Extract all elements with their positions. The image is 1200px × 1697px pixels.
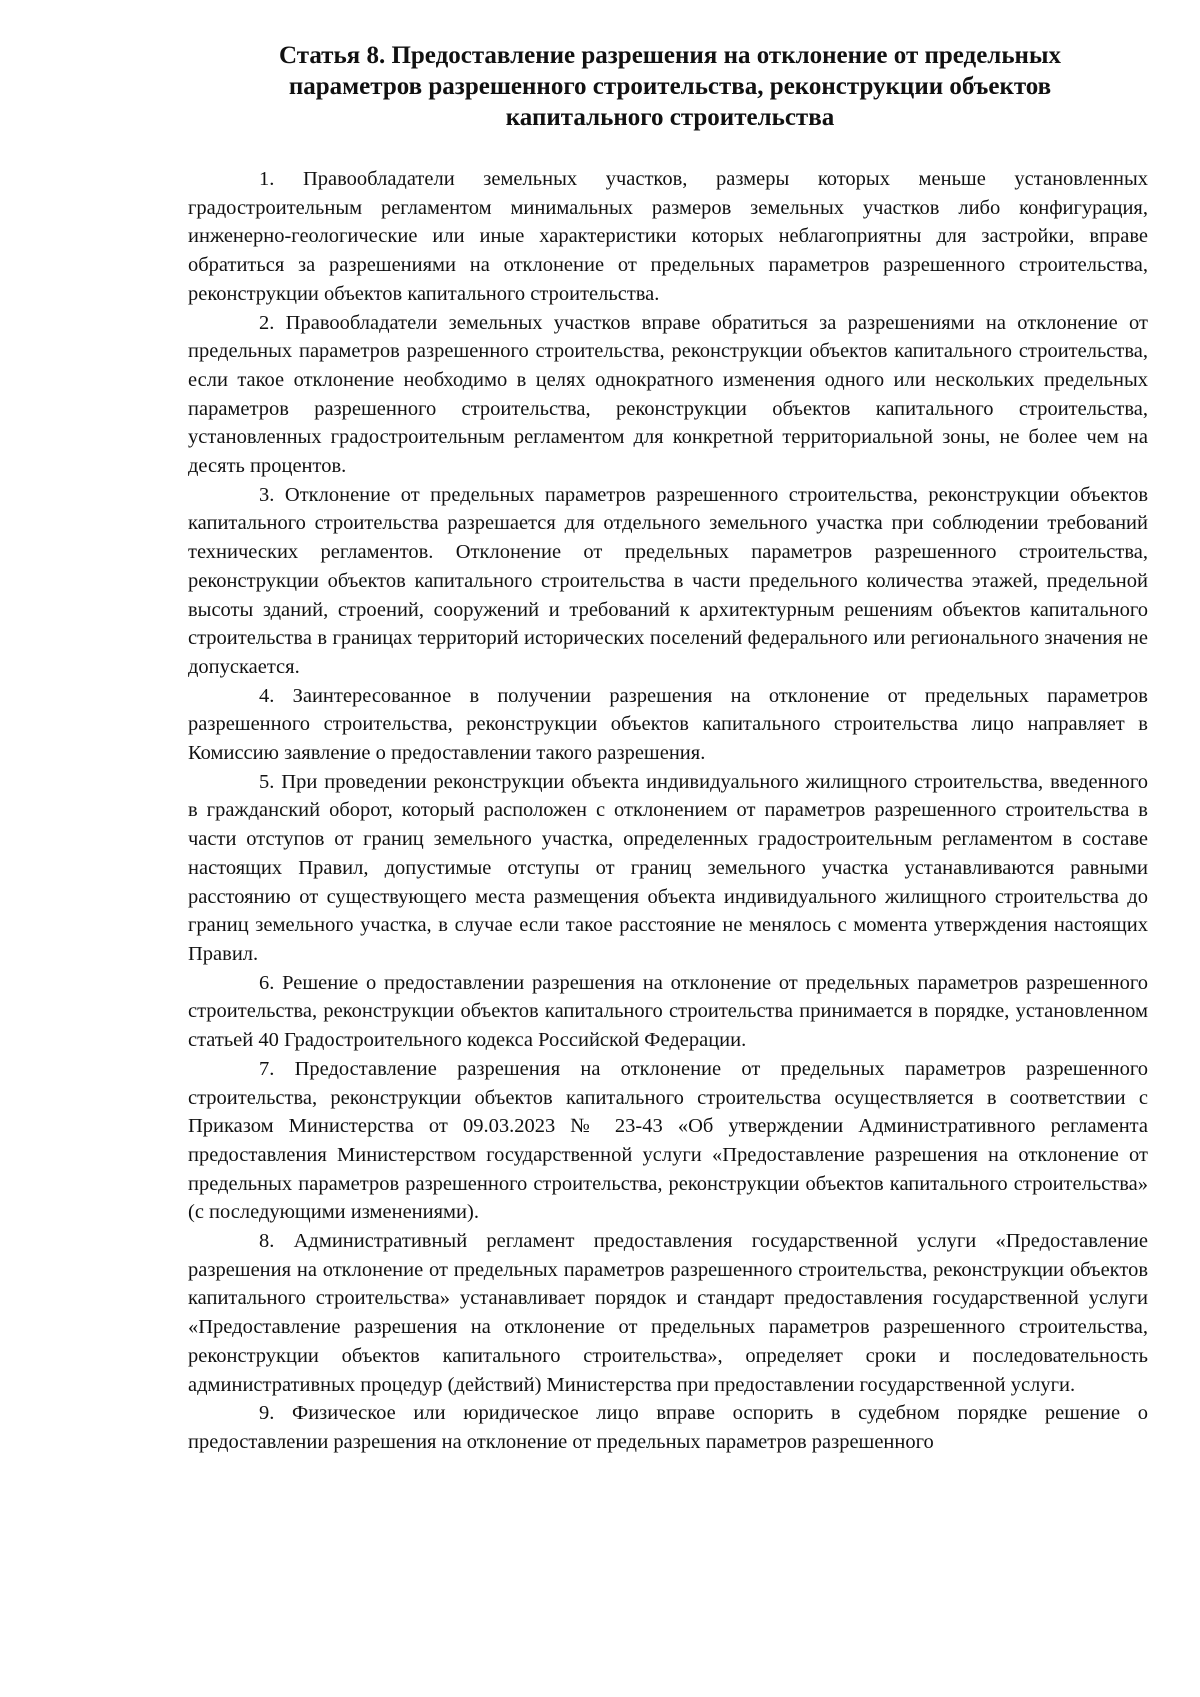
article-title-line: Статья 8. Предоставление разрешения на отклонение от предельных (279, 42, 1061, 69)
paragraph-1: 1. Правообладатели земельных участков, размеры которых меньше установленных градостроительным регламентом минимальных размеров земельных участков либо конфигурация, инженерно-геологические или иные характеристики которых неблагоприятны для застройки, вправе обратиться за разрешениями на отклонение от предельных параметров разрешенного строительства, реконструкции объектов капитального строительства. (188, 168, 1148, 305)
article-body (188, 165, 1148, 1457)
article-title-line: капитального строительства (505, 104, 835, 131)
paragraph-3: 3. Отклонение от предельных параметров разрешенного строительства, реконструкции объектов капитального строительства разрешается для отдельного земельного участка при соблюдении требований технических регламентов. Отклонение от предельных параметров разрешенного строительства, реконструкции объектов капитального строительства в части предельного количества этажей, предельной высоты зданий, строений, сооружений и требований к архитектурным решениям объектов капитального строительства в границах территорий исторических поселений федерального или регионального значения не допускается. (188, 483, 1148, 678)
paragraph-5: 5. При проведении реконструкции объекта индивидуального жилищного строительства, введенного в гражданский оборот, который расположен с отклонением от параметров разрешенного строительства в части отступов от границ земельного участка, определенных градостроительным регламентом в составе настоящих Правил, допустимые отступы от границ земельного участка устанавливаются равными расстоянию от существующего места размещения объекта индивидуального жилищного строительства до границ земельного участка, в случае если такое расстояние не менялось с момента утверждения настоящих Правил. (188, 770, 1148, 965)
paragraph-6: 6. Решение о предоставлении разрешения на отклонение от предельных параметров разрешенного строительства, реконструкции объектов капитального строительства принимается в порядке, установленном статьей 40 Градостроительного кодекса Российской Федерации. (188, 971, 1148, 1052)
paragraph-8: 8. Административный регламент предоставления государственной услуги «Предоставление разрешения на отклонение от предельных параметров разрешенного строительства, реконструкции объектов капитального строительства» устанавливает порядок и стандарт предоставления государственной услуги «Предоставление разрешения на отклонение от предельных параметров разрешенного строительства, реконструкции объектов капитального строительства», определяет сроки и последовательность административных процедур (действий) Министерства при предоставлении государственной услуги. (188, 1230, 1148, 1396)
paragraph-9: 9. Физическое или юридическое лицо вправе оспорить в судебном порядке решение о предоставлении разрешения на отклонение от предельных параметров разрешенного (188, 1402, 1148, 1453)
article-title-line: параметров разрешенного строительства, реконструкции объектов (288, 73, 1052, 100)
paragraph-2: 2. Правообладатели земельных участков вправе обратиться за разрешениями на отклонение от предельных параметров разрешенного строительства, реконструкции объектов капитального строительства, если такое отклонение необходимо в целях однократного изменения одного или нескольких предельных параметров разрешенного строительства, реконструкции объектов капитального строительства, установленных градостроительным регламентом для конкретной территориальной зоны, не более чем на десять процентов. (188, 311, 1148, 478)
paragraph-7: 7. Предоставление разрешения на отклонение от предельных параметров разрешенного строительства, реконструкции объектов капитального строительства осуществляется в соответствии с Приказом Министерства от 09.03.2023 № 23-43 «Об утверждении Административного регламента предоставления Министерством государственной услуги «Предоставление разрешения на отклонение от предельных параметров разрешенного строительства, реконструкции объектов капитального строительства» (с последующими изменениями). (188, 1057, 1148, 1224)
article-title (240, 40, 1100, 133)
paragraph-4: 4. Заинтересованное в получении разрешения на отклонение от предельных параметров разрешенного строительства, реконструкции объектов капитального строительства лицо направляет в Комиссию заявление о предоставлении такого разрешения. (188, 684, 1148, 765)
